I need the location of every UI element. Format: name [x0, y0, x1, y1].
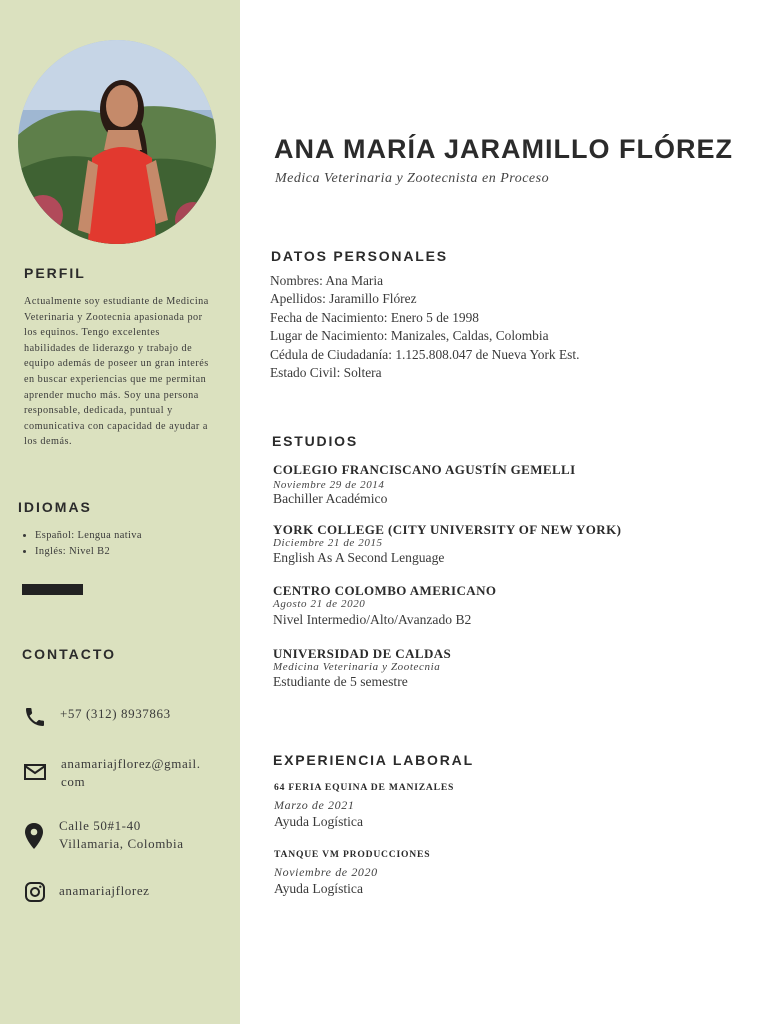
- education-institution: COLEGIO FRANCISCANO AGUSTÍN GEMELLI: [273, 462, 576, 477]
- sidebar: [0, 0, 240, 1024]
- languages-list: [22, 528, 142, 559]
- experience-company: 64 FERIA EQUINA DE MANIZALES: [274, 782, 455, 793]
- personal-line: Nombres: Ana Maria: [270, 273, 384, 288]
- experience-heading: EXPERIENCIA LABORAL: [273, 752, 474, 768]
- personal-line: Lugar de Nacimiento: Manizales, Caldas, Colombia: [270, 328, 549, 344]
- education-institution: YORK COLLEGE (CITY UNIVERSITY OF NEW YORK): [273, 522, 622, 537]
- professional-subtitle: Medica Veterinaria y Zootecnista en Proceso: [275, 171, 550, 186]
- location-pin-icon: [22, 822, 46, 850]
- email-line-1: anamariajflorez@gmail.: [61, 756, 201, 771]
- education-institution: UNIVERSIDAD DE CALDAS: [273, 646, 452, 661]
- personal-line: Fecha de Nacimiento: Enero 5 de 1998: [270, 309, 479, 325]
- profile-photo: [18, 40, 216, 244]
- email-line-2: com: [61, 774, 86, 789]
- education-institution: CENTRO COLOMBO AMERICANO: [273, 583, 497, 598]
- experience-date: Noviembre de 2020: [274, 865, 378, 879]
- education-date: Medicina Veterinaria y Zootecnia: [273, 661, 441, 673]
- education-item: [273, 583, 496, 628]
- education-item: [273, 462, 576, 507]
- education-description: Nivel Intermedio/Alto/Avanzado B2: [273, 612, 472, 627]
- instagram-icon: [23, 880, 47, 904]
- personal-data: [270, 272, 579, 382]
- instagram-handle: anamariajflorez: [59, 883, 150, 898]
- experience-role: Ayuda Logística: [274, 814, 363, 829]
- full-name: ANA MARÍA JARAMILLO FLÓREZ: [274, 134, 733, 164]
- experience-date: Marzo de 2021: [274, 798, 355, 812]
- phone-number: +57 (312) 8937863: [60, 706, 171, 721]
- phone-icon: [23, 705, 47, 729]
- education-description: English As A Second Lenguage: [273, 550, 445, 565]
- experience-role: Ayuda Logística: [274, 881, 363, 896]
- address-line-2: Villamaria, Colombia: [59, 836, 184, 851]
- education-description: Bachiller Académico: [273, 491, 388, 506]
- profile-text: Actualmente soy estudiante de Medicina Veterinaria y Zootecnia apasionada por los equinos. Tengo excelentes habilidades de liderazgo y trabajo de equipo además de poseer un gran interés en buscar experiencias que me permitan aprender mucho más. Soy una persona responsable, dedicada, puntual y comunicativa con capacidad de ayudar a los demás.: [24, 296, 209, 448]
- experience-company: TANQUE VM PRODUCCIONES: [274, 849, 431, 860]
- education-date: Diciembre 21 de 2015: [273, 537, 383, 549]
- email-address: [61, 755, 201, 791]
- education-item: [273, 522, 621, 566]
- personal-line: Estado Civil: Soltera: [270, 365, 382, 381]
- personal-data-heading: DATOS PERSONALES: [271, 248, 448, 264]
- education-date: Noviembre 29 de 2014: [273, 479, 385, 491]
- education-description: Estudiante de 5 semestre: [273, 674, 408, 689]
- experience-item: [274, 849, 430, 897]
- address-line-1: Calle 50#1-40: [59, 818, 141, 833]
- personal-line: Apellidos: Jaramillo Flórez: [270, 291, 417, 307]
- mail-icon: [23, 760, 47, 784]
- experience-item: [274, 782, 454, 830]
- address: [59, 817, 184, 853]
- language-item: • Inglés: Nivel B2: [35, 544, 142, 560]
- education-item: [273, 646, 451, 690]
- languages-heading: IDIOMAS: [18, 499, 92, 515]
- divider-bar: [22, 584, 83, 595]
- education-date: Agosto 21 de 2020: [273, 598, 366, 610]
- language-item: • Español: Lengua nativa: [35, 528, 142, 544]
- education-heading: ESTUDIOS: [272, 433, 358, 449]
- profile-heading: PERFIL: [24, 265, 86, 281]
- contact-heading: CONTACTO: [22, 646, 117, 662]
- personal-line: Cédula de Ciudadanía: 1.125.808.047 de Nueva York Est.: [270, 346, 580, 362]
